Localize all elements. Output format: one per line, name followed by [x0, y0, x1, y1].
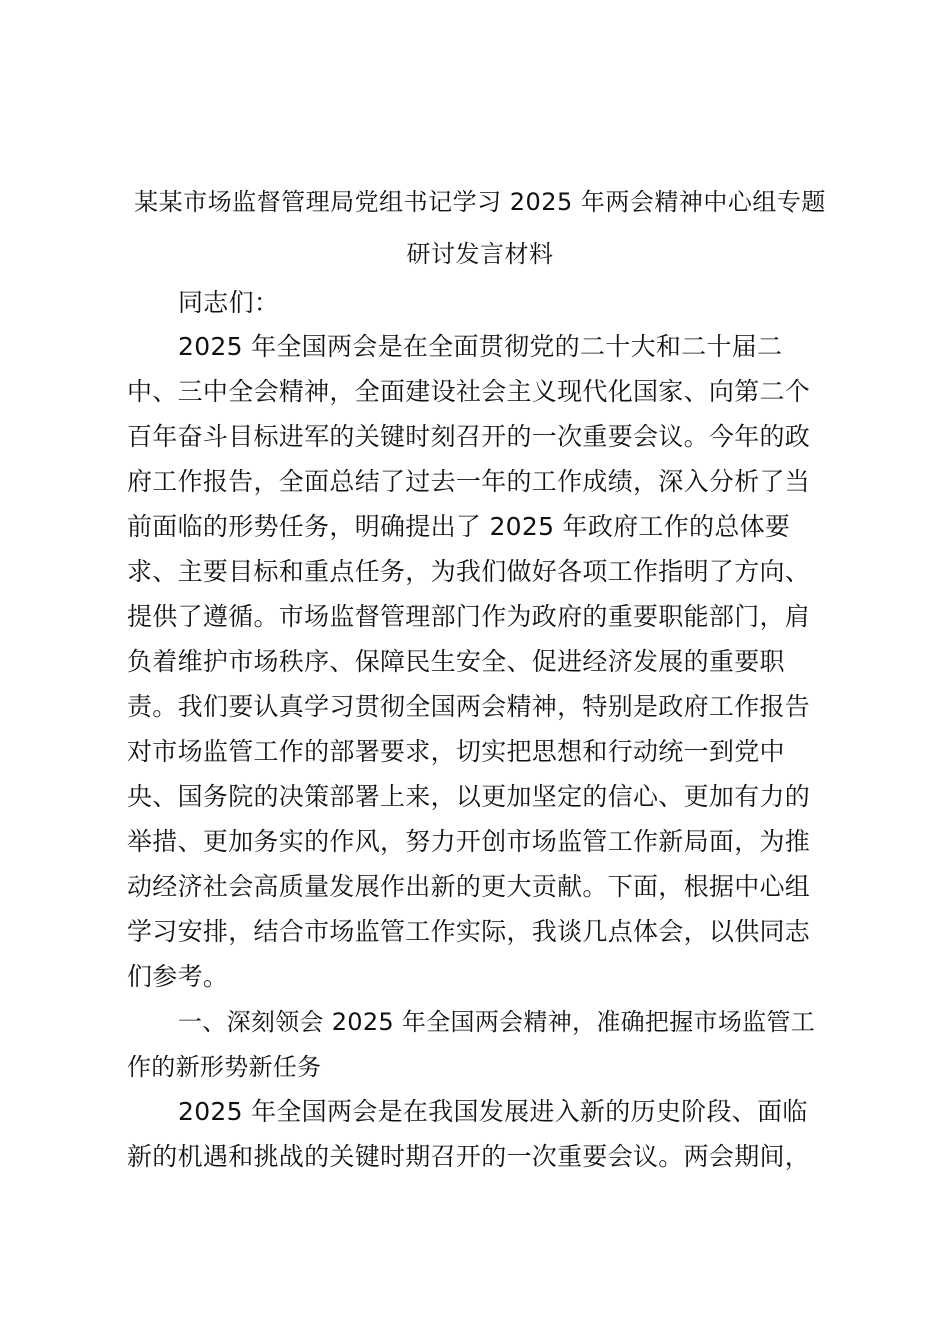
paragraph-line: 前面临的形势任务，明确提出了 2025 年政府工作的总体要: [127, 512, 791, 541]
paragraph-line: 提供了遵循。市场监督管理部门作为政府的重要职能部门，肩: [127, 602, 811, 631]
paragraph-line: 们参考。: [127, 962, 229, 991]
paragraph-line: 责。我们要认真学习贯彻全国两会精神，特别是政府工作报告: [127, 692, 811, 721]
paragraph-line: 百年奋斗目标进军的关键时刻召开的一次重要会议。今年的政: [127, 422, 811, 451]
salutation: 同志们：: [178, 288, 280, 317]
paragraph-line: 学习安排，结合市场监管工作实际，我谈几点体会，以供同志: [127, 917, 811, 946]
heading-line: 一、深刻领会 2025 年全国两会精神，准确把握市场监管工: [178, 1008, 816, 1036]
document-title-line-1: 某某市场监督管理局党组书记学习 2025 年两会精神中心组专题: [134, 188, 826, 216]
paragraph-line: 2025 年全国两会是在全面贯彻党的二十大和二十届二: [178, 332, 783, 361]
document-title-line-2: 研讨发言材料: [406, 240, 554, 268]
paragraph-line: 负着维护市场秩序、保障民生安全、促进经济发展的重要职: [127, 647, 785, 676]
paragraph-line: 中、三中全会精神，全面建设社会主义现代化国家、向第二个: [127, 377, 811, 406]
paragraph-line: 对市场监管工作的部署要求，切实把思想和行动统一到党中: [127, 737, 785, 766]
paragraph-line: 动经济社会高质量发展作出新的更大贡献。下面，根据中心组: [127, 872, 811, 901]
paragraph-line: 府工作报告，全面总结了过去一年的工作成绩，深入分析了当: [127, 467, 811, 496]
paragraph-line: 新的机遇和挑战的关键时期召开的一次重要会议。两会期间，: [127, 1142, 811, 1171]
paragraph-line: 举措、更加务实的作风，努力开创市场监管工作新局面，为推: [127, 827, 811, 856]
paragraph-line: 求、主要目标和重点任务，为我们做好各项工作指明了方向、: [127, 557, 811, 586]
paragraph-line: 央、国务院的决策部署上来，以更加坚定的信心、更加有力的: [127, 782, 811, 811]
paragraph-line: 2025 年全国两会是在我国发展进入新的历史阶段、面临: [178, 1097, 808, 1126]
heading-line: 作的新形势新任务: [127, 1053, 322, 1081]
